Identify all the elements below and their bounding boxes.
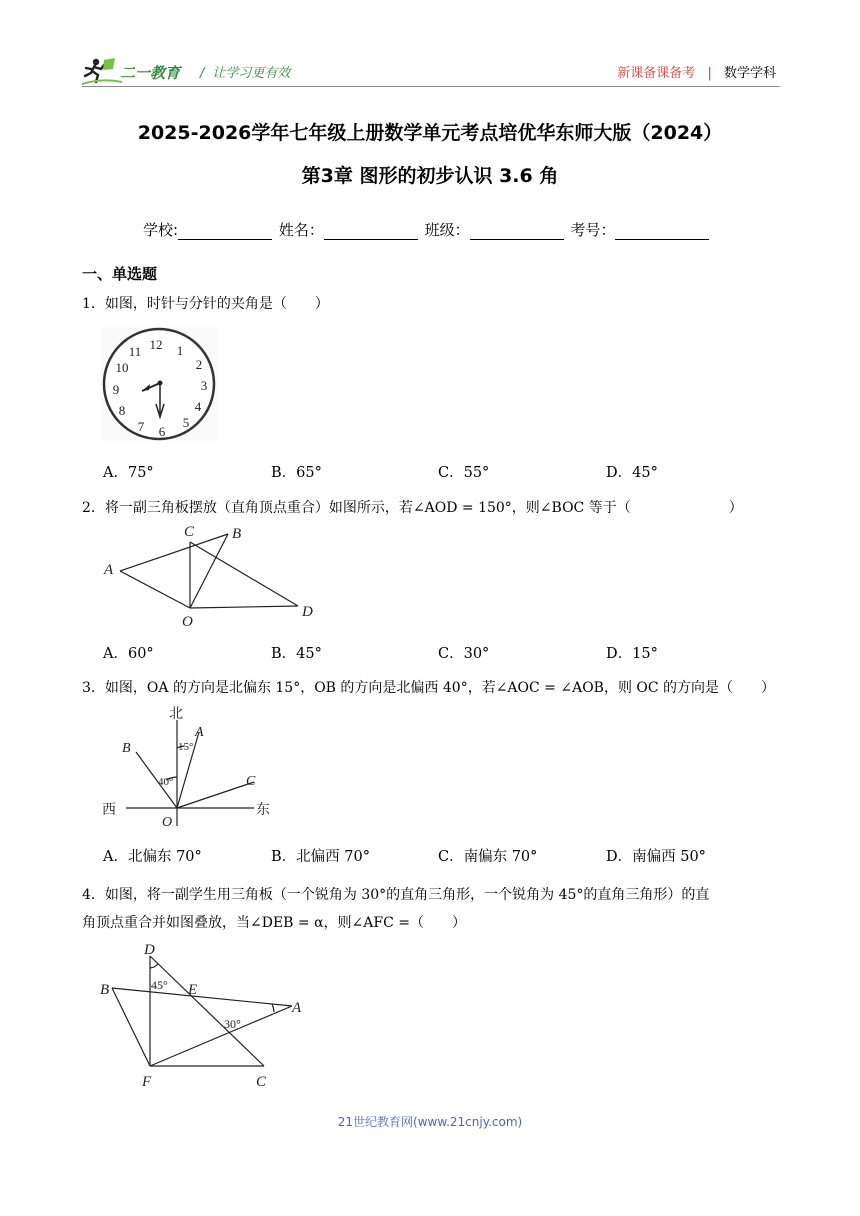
q2-option-b: B．45° — [271, 646, 322, 662]
question-1-stem: 1．如图，时针与分针的夹角是（ ） — [82, 296, 329, 312]
label-d: D — [302, 604, 313, 620]
name-field — [324, 225, 418, 240]
label-a: A — [292, 1000, 302, 1016]
angle-15: 15° — [178, 741, 194, 753]
label-c: C — [246, 774, 256, 789]
clock-num-9: 9 — [112, 382, 120, 397]
q3-option-b: B．北偏西 70° — [271, 849, 370, 865]
q3-option-a: A．北偏东 70° — [103, 849, 202, 865]
label-north: 北 — [169, 706, 183, 722]
q2-option-c: C．30° — [438, 646, 490, 662]
class-field — [470, 225, 564, 240]
brand-name: 二一教育 — [120, 64, 181, 82]
angle-30: 30° — [224, 1017, 241, 1031]
label-c: C — [256, 1074, 267, 1090]
triangle-plates-figure — [98, 518, 328, 630]
q1-option-c: C．55° — [438, 465, 490, 481]
clock-num-1: 1 — [176, 343, 184, 358]
label-o: O — [182, 614, 193, 630]
header-divider — [82, 86, 780, 87]
clock-num-5: 5 — [182, 415, 190, 430]
overlapping-triangles-figure — [96, 938, 316, 1090]
clock-figure — [100, 326, 218, 442]
clock-num-12: 12 — [149, 337, 163, 352]
slogan: / 让学习更有效 — [200, 66, 291, 81]
question-3-stem: 3．如图，OA 的方向是北偏东 15°，OB 的方向是北偏西 40°，若∠AOC = ∠AOB，则 OC 的方向是（ ） — [82, 680, 776, 696]
clock-num-4: 4 — [194, 399, 202, 414]
label-d: D — [144, 942, 155, 958]
q1-option-a: A．75° — [103, 465, 154, 481]
label-east: 东 — [256, 802, 270, 818]
header-subject-label: 数学学科 — [723, 66, 776, 81]
clock-num-3: 3 — [200, 378, 208, 393]
label-c: C — [184, 524, 195, 540]
compass-directions-figure — [98, 702, 288, 830]
name-label: 姓名： — [278, 221, 324, 239]
clock-num-10: 10 — [115, 360, 129, 375]
q1-option-d: D．45° — [606, 465, 658, 481]
runner-icon — [82, 58, 122, 84]
label-b: B — [122, 741, 131, 756]
header-subject: 新课备课备考 | 数学学科 — [617, 66, 776, 81]
label-a: A — [195, 725, 204, 740]
label-west: 西 — [102, 802, 116, 818]
label-b: B — [232, 526, 242, 542]
footer-link[interactable]: 21世纪教育网(www.21cnjy.com) — [337, 1115, 523, 1129]
q2-option-a: A．60° — [103, 646, 154, 662]
label-a: A — [104, 562, 114, 578]
label-o: O — [162, 815, 173, 830]
label-b: B — [100, 982, 110, 998]
header-tag: 新课备课备考 — [617, 66, 696, 81]
clock-num-8: 8 — [118, 403, 126, 418]
question-4-stem-line2: 角顶点重合并如图叠放，当∠DEB = α，则∠AFC =（ ） — [82, 915, 466, 931]
school-field — [178, 225, 272, 240]
q1-option-b: B．65° — [271, 465, 322, 481]
doc-subtitle: 第3章 图形的初步认识 3.6 角 — [301, 165, 559, 187]
exam-no-label: 考号： — [570, 221, 616, 239]
section-heading: 一、单选题 — [82, 265, 158, 283]
exam-no-field — [615, 225, 709, 240]
brand-logo — [82, 54, 212, 88]
q2-option-d: D．15° — [606, 646, 658, 662]
clock-num-6: 6 — [158, 424, 166, 439]
student-info — [143, 219, 711, 240]
q3-option-c: C．南偏东 70° — [438, 849, 538, 865]
school-label: 学校: — [143, 221, 179, 239]
label-e: E — [188, 982, 198, 998]
angle-45: 45° — [151, 978, 168, 992]
question-2-stem: 2．将一副三角板摆放（直角顶点重合）如图所示，若∠AOD = 150°，则∠BOC 等于（ ） — [82, 500, 743, 516]
question-4-stem-line1: 4．如图，将一副学生用三角板（一个锐角为 30°的直角三角形，一个锐角为 45°的直角三角形）的直 — [82, 887, 710, 903]
q3-option-d: D．南偏西 50° — [606, 849, 706, 865]
clock-num-7: 7 — [137, 419, 145, 434]
angle-40: 40° — [158, 776, 174, 788]
doc-title: 2025-2026学年七年级上册数学单元考点培优华东师大版（2024） — [137, 122, 723, 144]
clock-num-11: 11 — [128, 344, 142, 359]
clock-num-2: 2 — [195, 357, 203, 372]
label-f: F — [142, 1074, 152, 1090]
class-label: 班级： — [424, 221, 470, 239]
